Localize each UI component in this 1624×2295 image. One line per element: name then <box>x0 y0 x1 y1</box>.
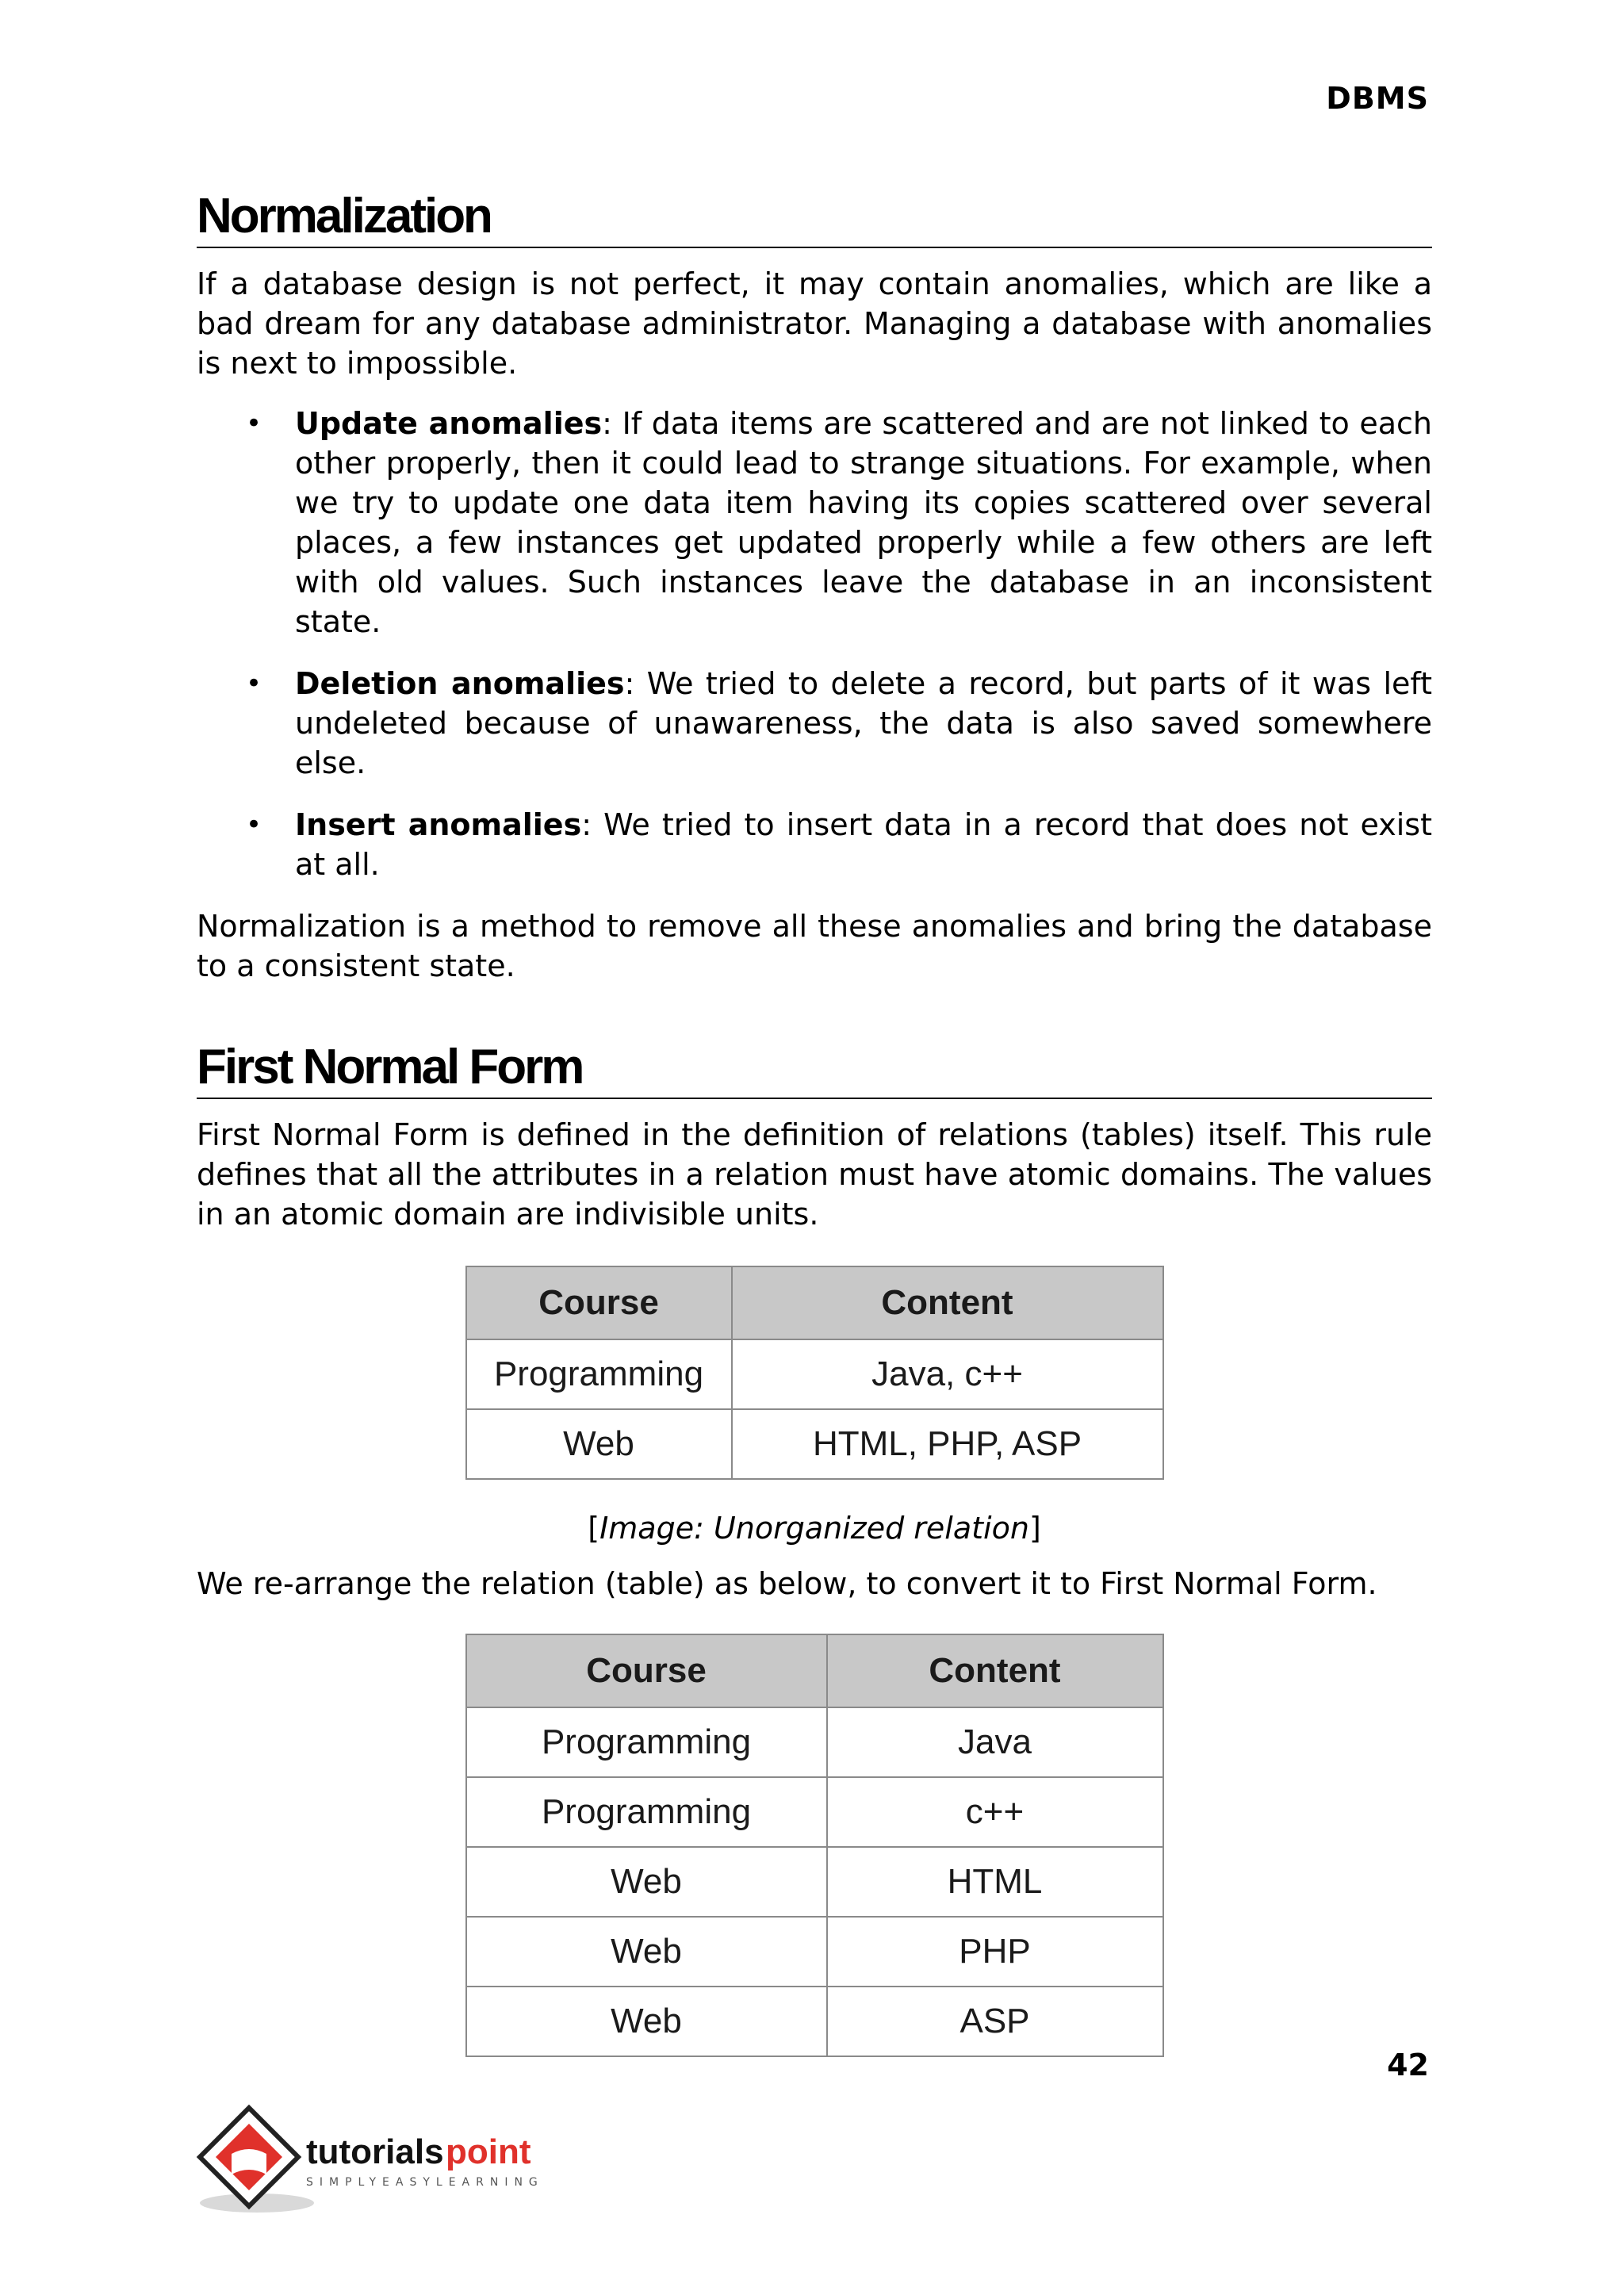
first-normal-form-intro: First Normal Form is defined in the definition of relations (tables) itself. This rule defines that all the attributes in a relation must have atomic domains. The values in an atomic domain are indivisible units. <box>197 1117 1432 1232</box>
table-row <box>466 1847 1163 1917</box>
bullet-term: Deletion anomalies <box>295 666 625 702</box>
table-row <box>466 1917 1163 1987</box>
table-row <box>466 1339 1163 1409</box>
bullet-icon: • <box>246 408 262 440</box>
logo-text-primary: tutorials <box>306 2132 444 2171</box>
caption-close: ] <box>1028 1511 1041 1546</box>
bullet-text: : We tried to insert data in a record that does not exist at all. <box>295 807 1432 883</box>
tutorialspoint-logo <box>193 2102 574 2220</box>
image-caption <box>197 1508 1432 1548</box>
normalization-intro: If a database design is not perfect, it may contain anomalies, which are like a bad dream for any database administrator. Managing a database with anomalies is next to impossible. <box>197 266 1432 381</box>
table-cell: Web <box>466 1987 827 2056</box>
table-cell: Programming <box>466 1339 732 1409</box>
table-row <box>466 1777 1163 1847</box>
normalization-section <box>197 190 1432 986</box>
column-header-content: Content <box>827 1634 1163 1707</box>
bullet-term: Insert anomalies <box>295 807 582 843</box>
bullet-text: : If data items are scattered and are not linked to each other properly, then it could lead to strange situations. For example, when we try to update one data item having its copies scattered over several places, a few instances get updated properly while a few others are left with old values. Such instances leave the database in an inconsistent state. <box>295 406 1432 640</box>
first-normal-form-table <box>465 1634 1164 2057</box>
table-cell: c++ <box>827 1777 1163 1847</box>
normalization-closing: Normalization is a method to remove all these anomalies and bring the database to a consistent state. <box>197 909 1432 984</box>
logo-tagline: SIMPLYEASYLEARNING <box>306 2176 544 2189</box>
table-row <box>466 1409 1163 1479</box>
list-item <box>197 805 1432 884</box>
anomalies-list <box>197 404 1432 884</box>
table-cell: Web <box>466 1917 827 1987</box>
table-row <box>466 1707 1163 1777</box>
bullet-term: Update anomalies <box>295 406 603 442</box>
bullet-icon: • <box>246 809 262 841</box>
bullet-text: : We tried to delete a record, but parts of it was left undeleted because of unawareness, the data is also saved somewhere else. <box>295 666 1432 781</box>
table-cell: Web <box>466 1847 827 1917</box>
logo-text-accent: point <box>446 2132 531 2171</box>
page-number: 42 <box>1387 2048 1429 2082</box>
table-cell: Java, c++ <box>732 1339 1163 1409</box>
table-cell: PHP <box>827 1917 1163 1987</box>
table-row <box>466 1987 1163 2056</box>
list-item <box>197 404 1432 642</box>
table-cell: HTML, PHP, ASP <box>732 1409 1163 1479</box>
column-header-content: Content <box>732 1266 1163 1339</box>
page-content <box>197 190 1432 2057</box>
column-header-course: Course <box>466 1634 827 1707</box>
section-heading-normalization: Normalization <box>197 190 1432 248</box>
table-header-row <box>466 1266 1163 1339</box>
first-normal-form-section <box>197 1041 1432 2057</box>
running-header: DBMS <box>1326 81 1429 116</box>
table-cell: Programming <box>466 1707 827 1777</box>
rearrange-text: We re-arrange the relation (table) as below, to convert it to First Normal Form. <box>197 1566 1377 1602</box>
caption-text: Image: Unorganized relation <box>599 1511 1029 1546</box>
bullet-icon: • <box>246 668 262 700</box>
table-cell: HTML <box>827 1847 1163 1917</box>
table-cell: Web <box>466 1409 732 1479</box>
table-cell: Java <box>827 1707 1163 1777</box>
table-cell: ASP <box>827 1987 1163 2056</box>
section-heading-first-normal-form: First Normal Form <box>197 1041 1432 1099</box>
unorganized-relation-table <box>465 1266 1164 1480</box>
table-cell: Programming <box>466 1777 827 1847</box>
list-item <box>197 664 1432 783</box>
column-header-course: Course <box>466 1266 732 1339</box>
caption-open: [ <box>588 1511 600 1546</box>
table-header-row <box>466 1634 1163 1707</box>
